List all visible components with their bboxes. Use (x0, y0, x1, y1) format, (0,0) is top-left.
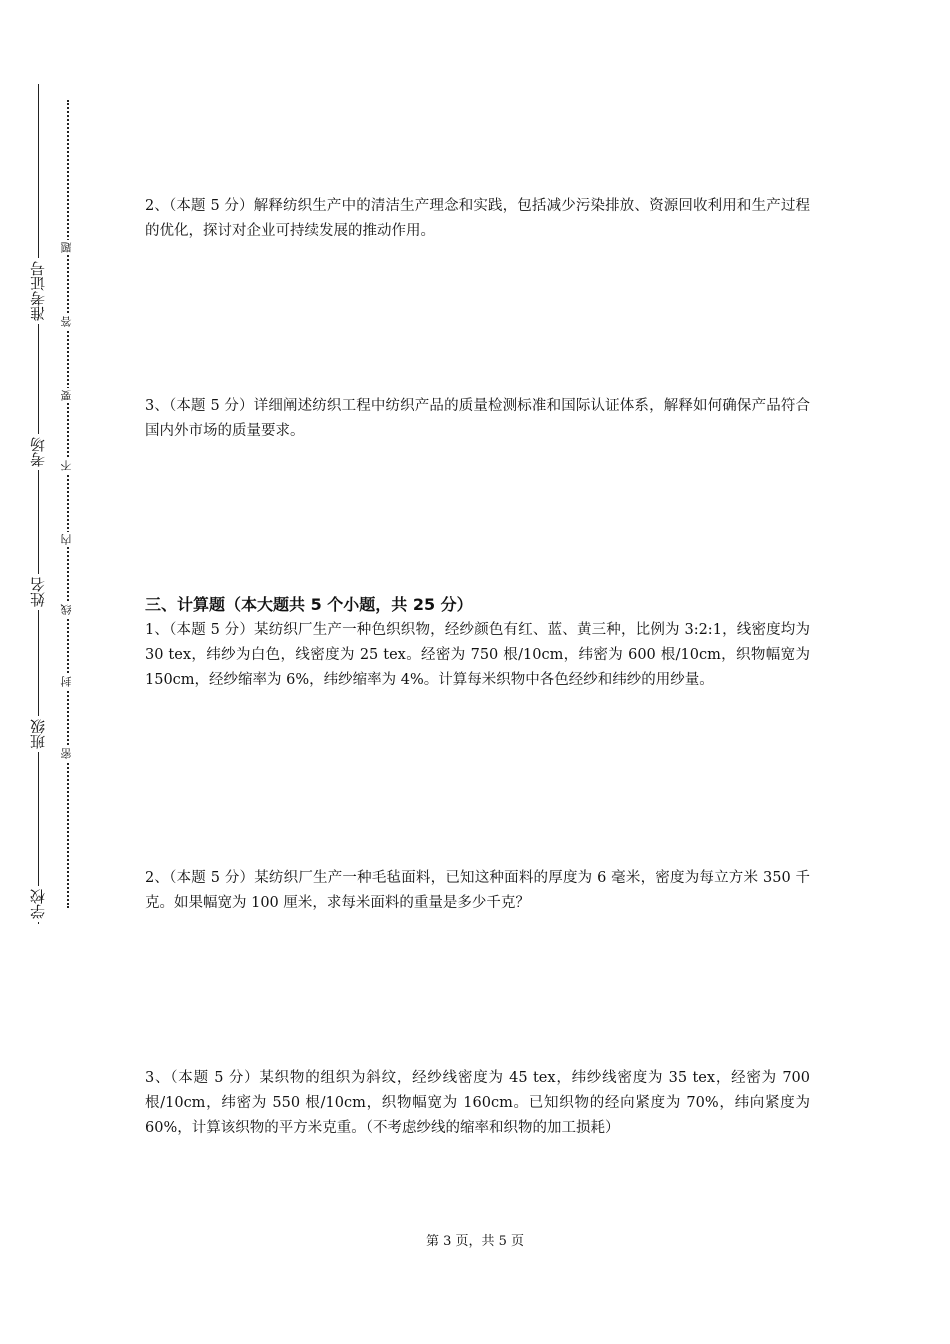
seal-char: 内 (60, 534, 73, 545)
seal-dotted-line (67, 100, 69, 908)
seal-char: 题 (60, 242, 73, 253)
class-field-label: 班级 (32, 716, 44, 752)
exam-room-field-label: 考场 (32, 434, 44, 470)
name-field-label: 姓名 (32, 574, 44, 610)
seal-char: 不 (60, 460, 73, 471)
question-3-2: 2、（本题 5 分）某纺织厂生产一种毛毡面料，已知这种面料的厚度为 6 毫米，密度为每立方米 350 千克。如果幅宽为 100 厘米，求每米面料的重量是多少千克？ (145, 870, 810, 911)
seal-char: 密 (60, 748, 73, 759)
question-2-3: 3、（本题 5 分）详细阐述纺织工程中纺织产品的质量检测标准和国际认证体系，解释如何确保产品符合国内外市场的质量要求。 (145, 398, 810, 439)
exam-id-field-label: 准考证号 (32, 258, 44, 324)
seal-char: 答 (60, 316, 73, 327)
question-2-2: 2、（本题 5 分）解释纺织生产中的清洁生产理念和实践，包括减少污染排放、资源回收利用和生产过程的优化，探讨对企业可持续发展的推动作用。 (145, 198, 810, 239)
section-3-title: 三、计算题（本大题共 5 个小题，共 25 分） (145, 595, 473, 614)
seal-char: 封 (60, 676, 73, 687)
binding-margin (0, 0, 90, 1344)
seal-char: 要 (60, 390, 73, 401)
seal-char: 线 (60, 604, 73, 615)
page-footer: 第 3 页，共 5 页 (425, 1234, 525, 1249)
question-3-1: 1、（本题 5 分）某纺织厂生产一种色织织物，经纱颜色有红、蓝、黄三种，比例为 3:2:1，线密度均为 30 tex，纬纱为白色，线密度为 25 tex。经密为 750 根/10cm，纬密为 600 根/10cm，织物幅宽为 150cm，经纱缩率为 6%，纬纱缩率为 4%。计算每米织物中各色经纱和纬纱的用纱量。 (145, 622, 810, 688)
question-3-3: 3、（本题 5 分）某织物的组织为斜纹，经纱线密度为 45 tex，纬纱线密度为 35 tex，经密为 700 根/10cm，纬密为 550 根/10cm，织物幅宽为 160cm。已知织物的经向紧度为 70%，纬向紧度为 60%，计算该织物的平方米克重。（不考虑纱线的缩率和织物的加工损耗） (145, 1070, 810, 1136)
school-field-label: 学校 (32, 886, 44, 922)
binding-solid-line (38, 84, 39, 924)
